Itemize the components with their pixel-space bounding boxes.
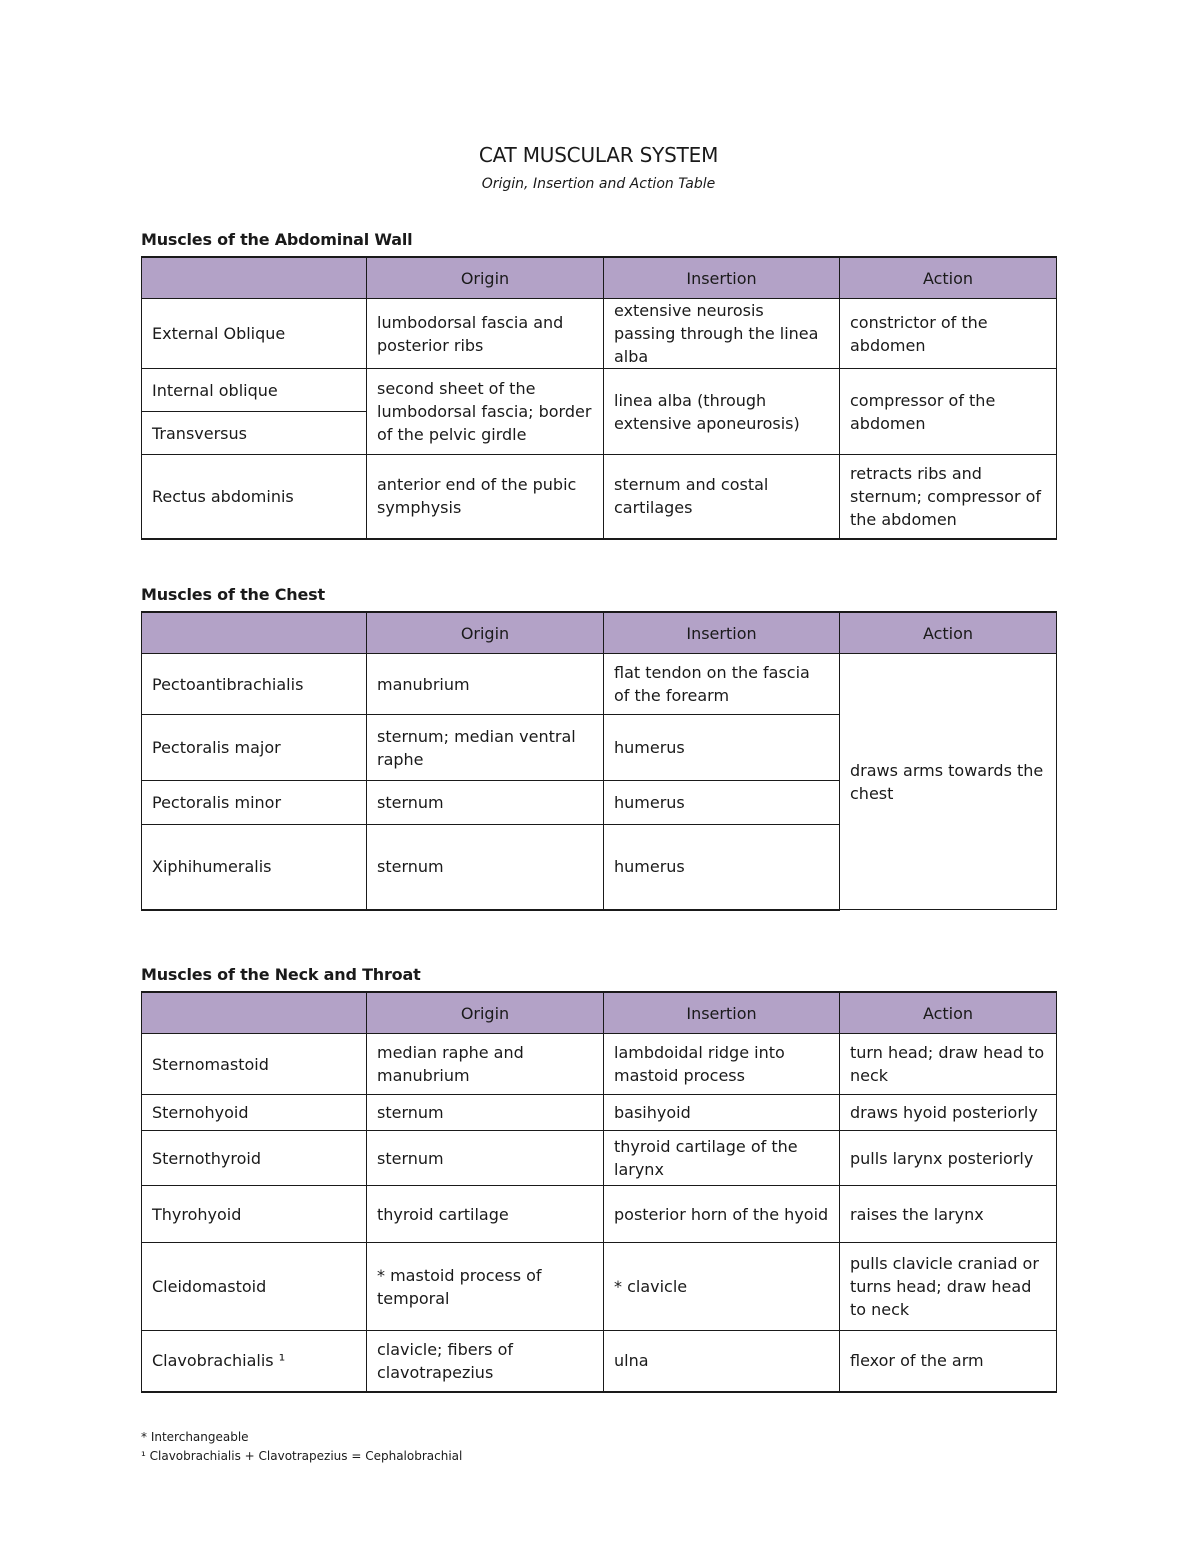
table-row bbox=[142, 455, 1057, 539]
table-row bbox=[142, 1095, 1057, 1131]
insertion-cell: humerus bbox=[604, 825, 840, 910]
muscle-name: Sternohyoid bbox=[142, 1095, 367, 1131]
table-row bbox=[142, 1331, 1057, 1392]
origin-cell: lumbodorsal fascia and posterior ribs bbox=[367, 299, 604, 369]
header-origin: Origin bbox=[367, 257, 604, 299]
header-muscle bbox=[142, 992, 367, 1034]
header-origin: Origin bbox=[367, 992, 604, 1034]
insertion-cell: extensive neurosis passing through the linea alba bbox=[604, 299, 840, 369]
muscle-name: Clavobrachialis ¹ bbox=[142, 1331, 367, 1392]
origin-cell: sternum bbox=[367, 781, 604, 825]
muscle-name: Pectoralis minor bbox=[142, 781, 367, 825]
footnote-interchangeable: * Interchangeable bbox=[141, 1430, 249, 1444]
header-insertion: Insertion bbox=[604, 612, 840, 654]
origin-cell: * mastoid process of temporal bbox=[367, 1243, 604, 1331]
muscle-name: Xiphihumeralis bbox=[142, 825, 367, 910]
table-row bbox=[142, 369, 1057, 412]
insertion-cell: basihyoid bbox=[604, 1095, 840, 1131]
table-header-row bbox=[142, 992, 1057, 1034]
table-row bbox=[142, 1243, 1057, 1331]
footnote-cephalobrachial: ¹ Clavobrachialis + Clavotrapezius = Cephalobrachial bbox=[141, 1449, 463, 1463]
muscle-name: Pectoantibrachialis bbox=[142, 654, 367, 715]
action-cell: retracts ribs and sternum; compressor of the abdomen bbox=[840, 455, 1057, 539]
table-row bbox=[142, 1034, 1057, 1095]
origin-cell: sternum bbox=[367, 1131, 604, 1186]
insertion-cell: lambdoidal ridge into mastoid process bbox=[604, 1034, 840, 1095]
muscle-name: Pectoralis major bbox=[142, 715, 367, 781]
origin-cell: sternum bbox=[367, 825, 604, 910]
insertion-cell: ulna bbox=[604, 1331, 840, 1392]
origin-cell: median raphe and manubrium bbox=[367, 1034, 604, 1095]
origin-cell: second sheet of the lumbodorsal fascia; border of the pelvic girdle bbox=[367, 369, 604, 455]
footnotes bbox=[141, 1428, 462, 1466]
action-cell: pulls clavicle craniad or turns head; draw head to neck bbox=[840, 1243, 1057, 1331]
muscle-name: External Oblique bbox=[142, 299, 367, 369]
origin-cell: anterior end of the pubic symphysis bbox=[367, 455, 604, 539]
muscle-name: Sternomastoid bbox=[142, 1034, 367, 1095]
origin-cell: manubrium bbox=[367, 654, 604, 715]
table-row bbox=[142, 654, 1057, 715]
document-subtitle: Origin, Insertion and Action Table bbox=[481, 176, 716, 192]
action-cell: raises the larynx bbox=[840, 1186, 1057, 1243]
muscle-name: Cleidomastoid bbox=[142, 1243, 367, 1331]
header-action: Action bbox=[840, 612, 1057, 654]
insertion-cell: thyroid cartilage of the larynx bbox=[604, 1131, 840, 1186]
insertion-cell: linea alba (through extensive aponeurosis) bbox=[604, 369, 840, 455]
table-row bbox=[142, 1186, 1057, 1243]
section-heading-abdominal: Muscles of the Abdominal Wall bbox=[141, 230, 413, 249]
muscle-name: Thyrohyoid bbox=[142, 1186, 367, 1243]
action-cell: draws hyoid posteriorly bbox=[840, 1095, 1057, 1131]
action-cell: turn head; draw head to neck bbox=[840, 1034, 1057, 1095]
header-muscle bbox=[142, 257, 367, 299]
insertion-cell: flat tendon on the fascia of the forearm bbox=[604, 654, 840, 715]
insertion-cell: humerus bbox=[604, 781, 840, 825]
header-origin: Origin bbox=[367, 612, 604, 654]
table-header-row bbox=[142, 612, 1057, 654]
header-action: Action bbox=[840, 257, 1057, 299]
muscle-name: Transversus bbox=[142, 412, 367, 455]
origin-cell: sternum bbox=[367, 1095, 604, 1131]
table-header-row bbox=[142, 257, 1057, 299]
action-cell: constrictor of the abdomen bbox=[840, 299, 1057, 369]
header-insertion: Insertion bbox=[604, 257, 840, 299]
action-cell: pulls larynx posteriorly bbox=[840, 1131, 1057, 1186]
origin-cell: thyroid cartilage bbox=[367, 1186, 604, 1243]
document-title: CAT MUSCULAR SYSTEM bbox=[478, 143, 719, 167]
origin-cell: sternum; median ventral raphe bbox=[367, 715, 604, 781]
section-heading-chest: Muscles of the Chest bbox=[141, 585, 325, 604]
section-heading-neck: Muscles of the Neck and Throat bbox=[141, 965, 421, 984]
header-muscle bbox=[142, 612, 367, 654]
insertion-cell: sternum and costal cartilages bbox=[604, 455, 840, 539]
table-neck bbox=[141, 991, 1057, 1393]
table-chest bbox=[141, 611, 1057, 911]
insertion-cell: * clavicle bbox=[604, 1243, 840, 1331]
table-row bbox=[142, 1131, 1057, 1186]
action-cell: flexor of the arm bbox=[840, 1331, 1057, 1392]
muscle-name: Sternothyroid bbox=[142, 1131, 367, 1186]
muscle-name: Internal oblique bbox=[142, 369, 367, 412]
action-cell-shared: draws arms towards the chest bbox=[840, 654, 1057, 910]
insertion-cell: posterior horn of the hyoid bbox=[604, 1186, 840, 1243]
table-row bbox=[142, 299, 1057, 369]
origin-cell: clavicle; fibers of clavotrapezius bbox=[367, 1331, 604, 1392]
muscle-name: Rectus abdominis bbox=[142, 455, 367, 539]
header-insertion: Insertion bbox=[604, 992, 840, 1034]
header-action: Action bbox=[840, 992, 1057, 1034]
action-cell: compressor of the abdomen bbox=[840, 369, 1057, 455]
insertion-cell: humerus bbox=[604, 715, 840, 781]
table-abdominal bbox=[141, 256, 1057, 540]
